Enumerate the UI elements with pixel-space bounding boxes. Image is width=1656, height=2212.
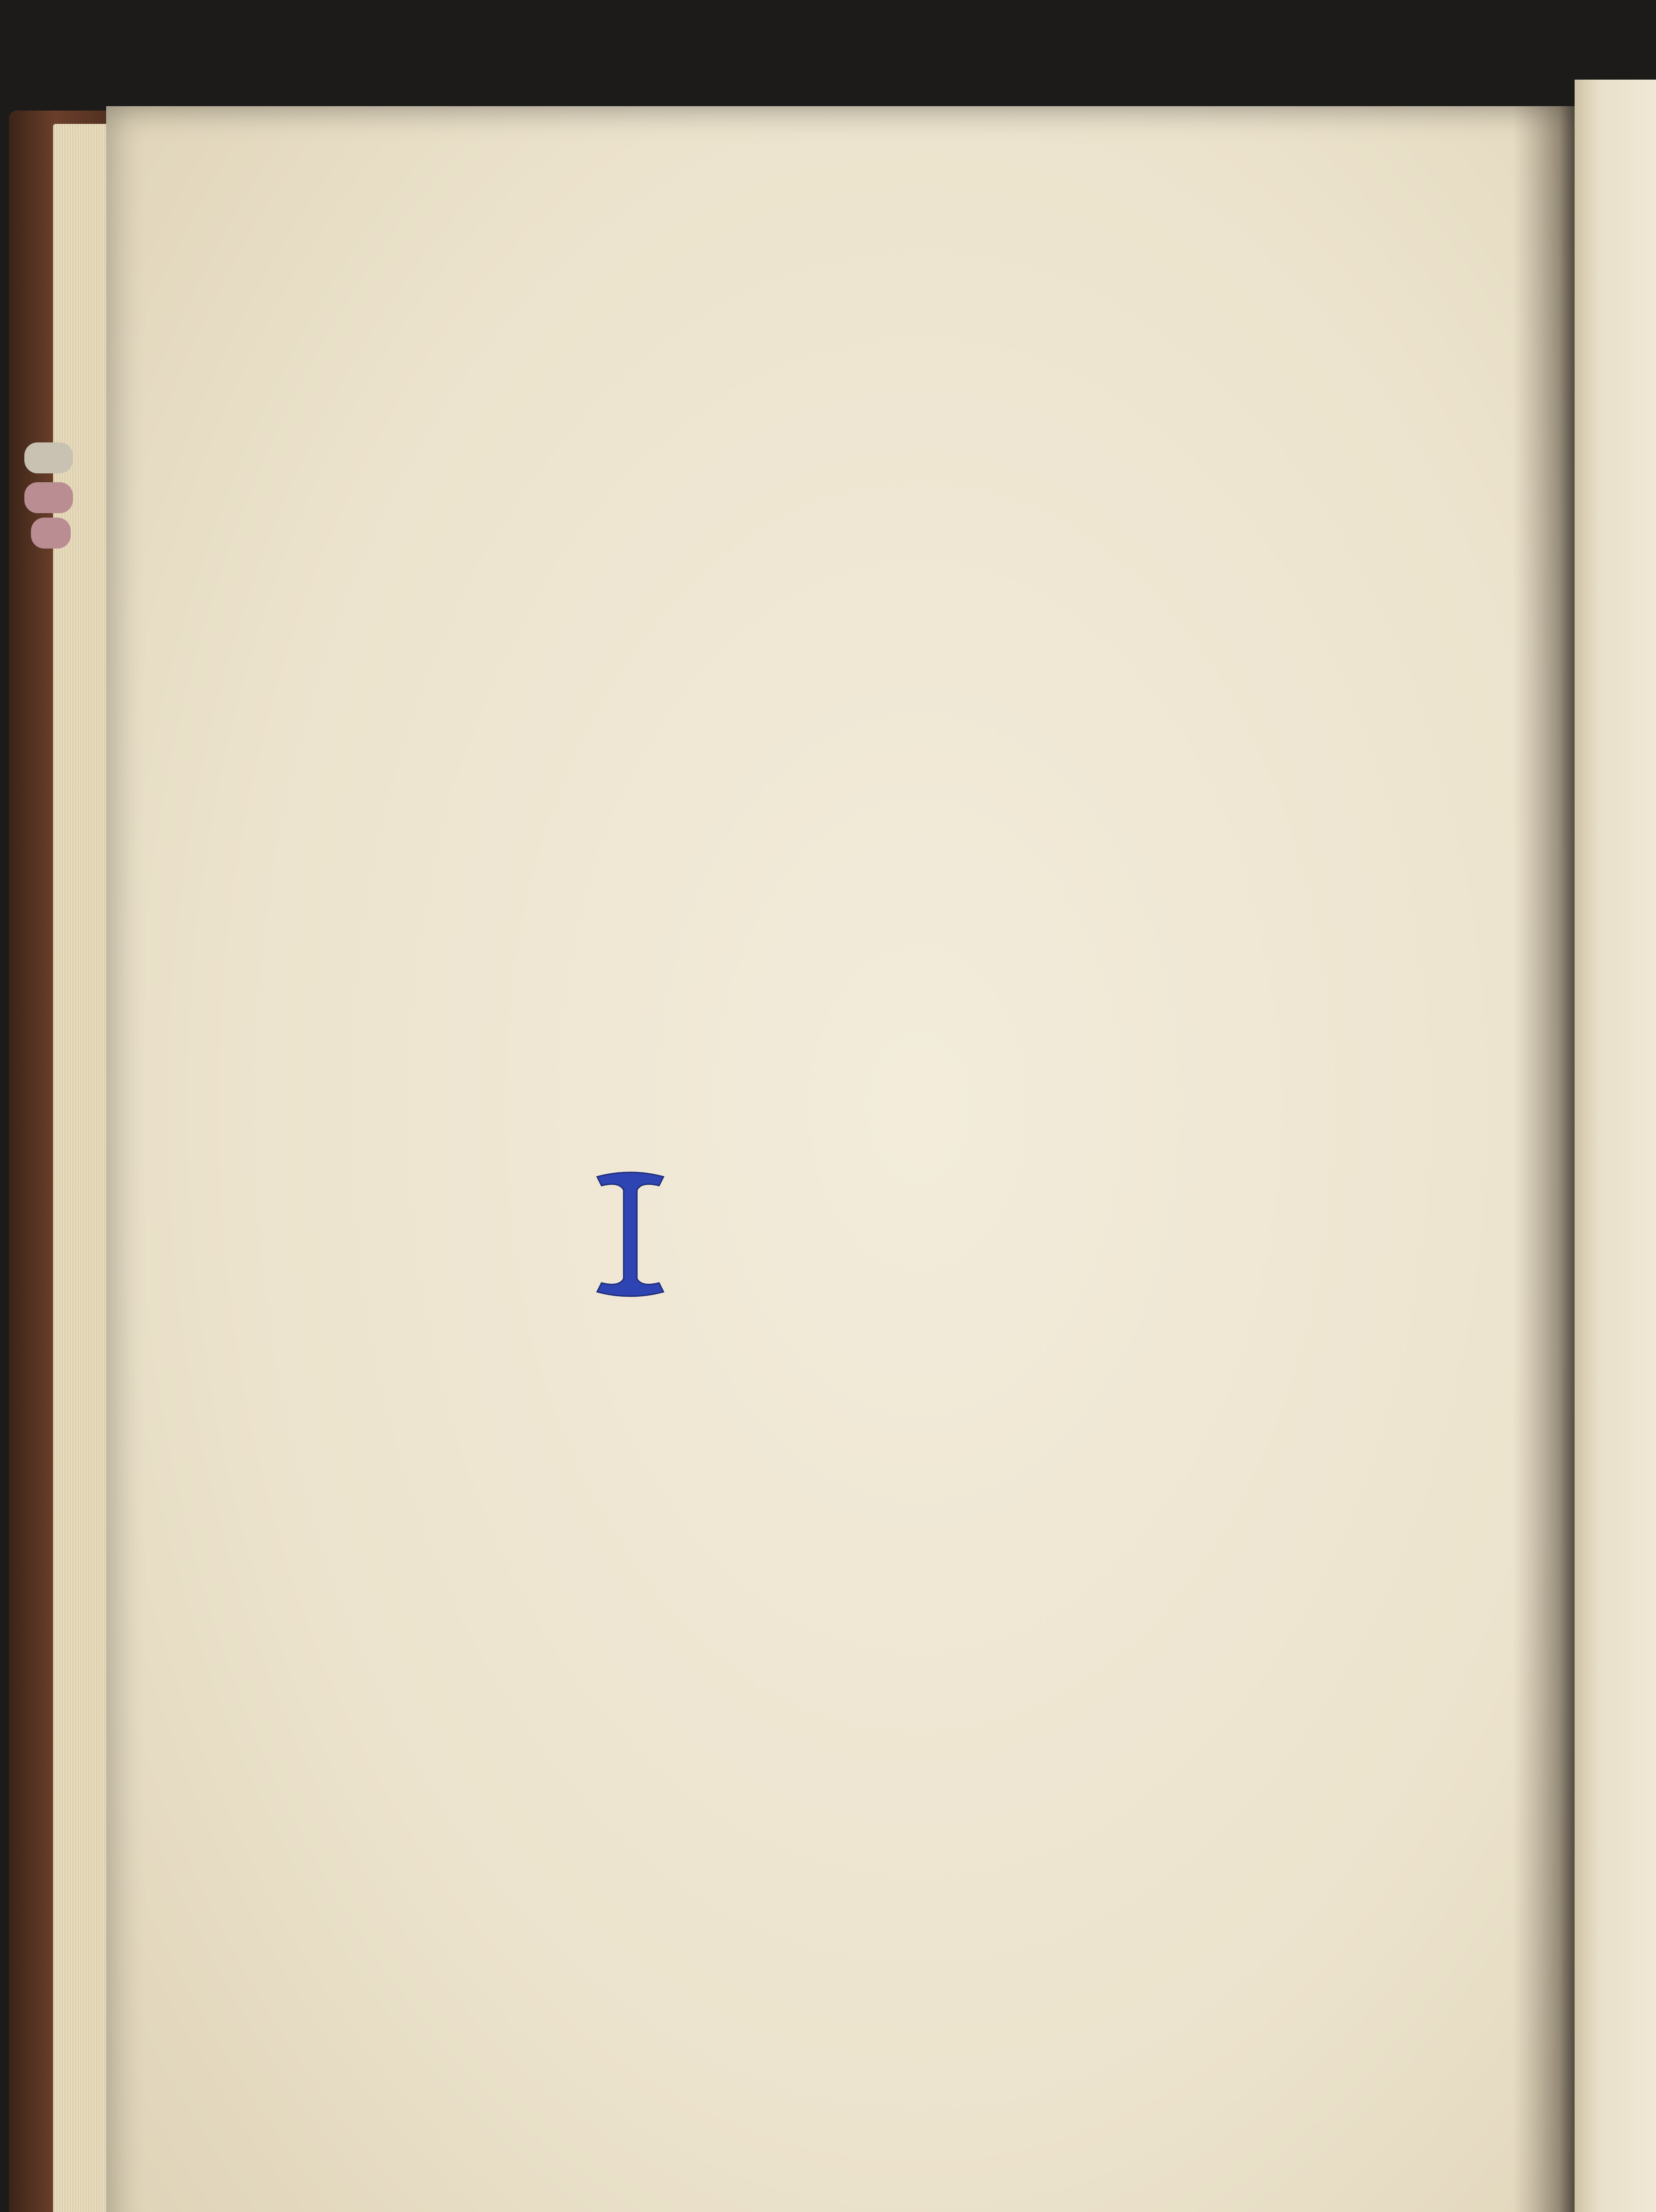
facing-page-edge xyxy=(1575,80,1656,2212)
clasp xyxy=(24,442,73,473)
clasp-tie xyxy=(24,482,73,513)
page-edges xyxy=(53,124,111,2212)
book-page xyxy=(106,106,1583,2212)
chapter-heading xyxy=(1062,216,1101,256)
page-gutter-shadow xyxy=(1513,106,1579,2212)
decorated-initial xyxy=(593,1168,668,1301)
clasp-tie xyxy=(31,518,71,549)
